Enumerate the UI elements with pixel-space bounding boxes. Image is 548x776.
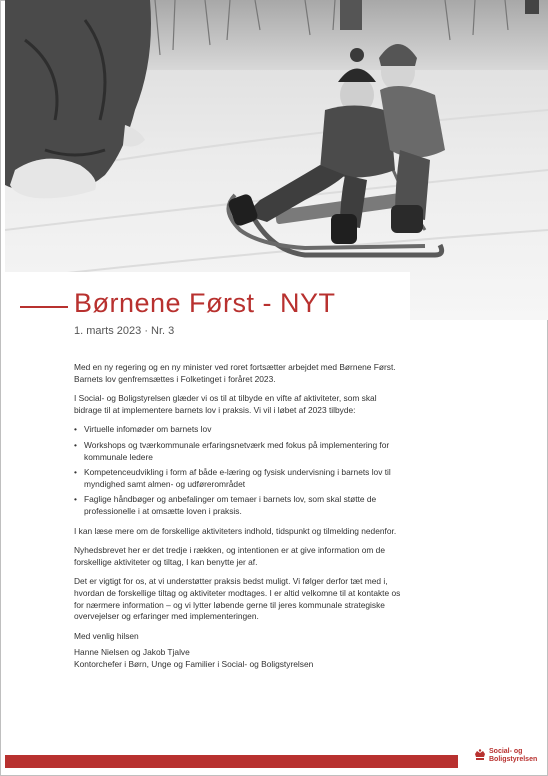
signatory-titles: Kontorchefer i Børn, Unge og Familier i Social- og Boligstyrelsen	[74, 658, 314, 669]
crown-icon	[474, 749, 486, 763]
more-info-paragraph: I kan læse mere om de forskellige aktiviteters indhold, tidspunkt og tilmelding nedenfor.	[74, 525, 397, 536]
signatory-names: Hanne Nielsen og Jakob Tjalve	[74, 647, 190, 658]
logo-line-1: Social- og	[489, 748, 523, 755]
greeting: Med venlig hilsen	[74, 630, 139, 641]
signature-block	[74, 631, 404, 671]
support-paragraph: Det er vigtigt for os, at vi understøtter praksis bedst muligt. Vi følger derfor tæt med i, hvordan de forskellige tiltag og aktiviteter modtages. I er altid velkomne til at kontakte os for nærmere information – og vi lytter løbende gerne til jeres kommunale strategiske overvejelser og erfaringer med implementeringen.	[74, 576, 401, 622]
footer-bar	[5, 755, 458, 768]
logo-text	[489, 748, 537, 764]
newsletter-title: Børnene Først - NYT	[74, 288, 336, 318]
issue-date: 1. marts 2023 · Nr. 3	[74, 325, 175, 337]
list-item: • Workshops og tværkommunale erfaringsnetværk med fokus på implementering for kommunale ledere	[74, 440, 404, 463]
list-item: • Faglige håndbøger og anbefalinger om temaer i barnets lov, som skal støtte de professionelle i at omsætte loven i praksis.	[74, 494, 404, 517]
activity-list	[74, 424, 404, 517]
title-rule	[20, 306, 68, 308]
list-item: • Virtuelle infomøder om barnets lov	[74, 424, 404, 436]
logo-line-2: Boligstyrelsen	[489, 756, 538, 763]
intro-paragraph: Med en ny regering og en ny minister ved roret fortsætter arbejdet med Børnene Først. Barnets lov genfremsættes i Folketinget i foråret 2023.	[74, 362, 396, 384]
list-item: • Kompetenceudvikling i form af både e-læring og fysisk undervisning i barnets lov til myndighed samt almen- og udførerområdet	[74, 467, 404, 490]
newsletter-paragraph: Nyhedsbrevet her er det tredje i rækken, og intentionen er at give information om de forskellige aktiviteter og tiltag, I kan benytte jer af.	[74, 545, 385, 567]
offer-paragraph: I Social- og Boligstyrelsen glæder vi os til at tilbyde en vifte af aktiviteter, som skal bidrage til at implementere barnets lov i praksis. Vi vil i løbet af 2023 tilbyde:	[74, 393, 377, 415]
body-text	[74, 362, 404, 670]
agency-logo	[474, 748, 544, 770]
